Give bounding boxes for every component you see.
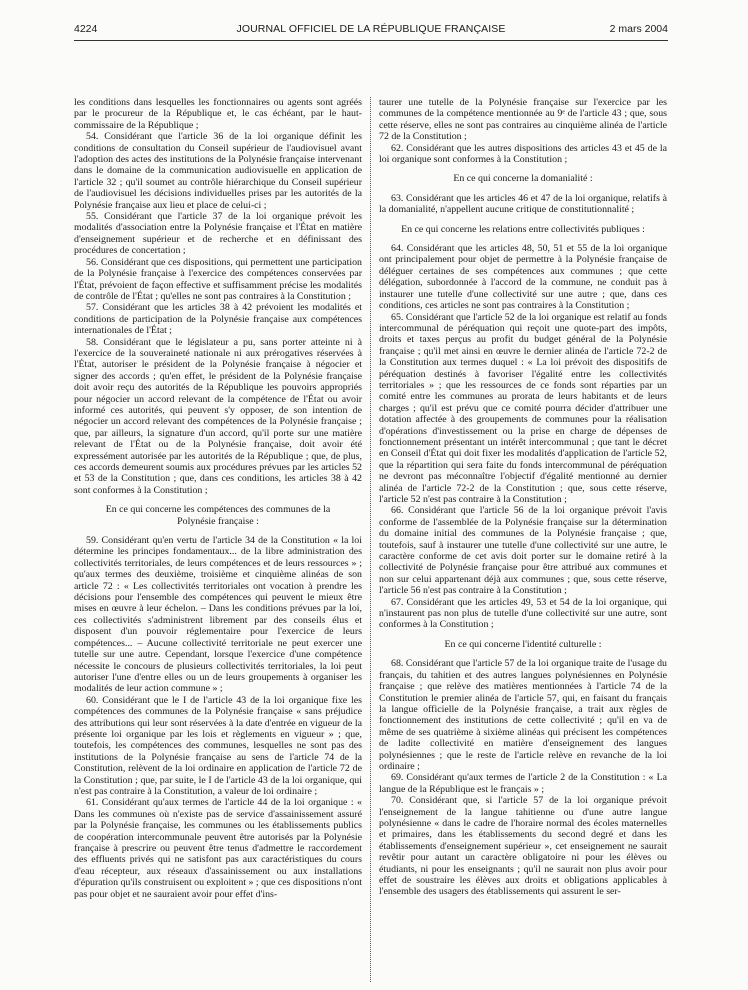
paragraph-continuation: les conditions dans lesquelles les fonctionnaires ou agents sont agréés par le procureur de la République et, le cas échéant, par le haut-commissaire de la République ; xyxy=(74,97,362,131)
section-heading: En ce qui concerne l'identité culturelle : xyxy=(444,638,602,650)
paragraph: 59. Considérant qu'en vertu de l'article 34 de la Constitution « la loi détermine les principes fondamentaux... de la libre administration des collectivités territoriales, de leurs compétences et de leurs ressources » ; qu'aux termes des deuxième, troisième et cinquième alinéas de son article 72 : « Les collectivités territoriales ont vocation à prendre les décisions pour l'ensemble des compétences qui peuvent le mieux être mises en œuvre à leur échelon. – Dans les conditions prévues par la loi, ces collectivités s'administrent librement par des conseils élus et disposent d'un pouvoir réglementaire pour l'exercice de leurs compétences... – Aucune collectivité territoriale ne peut exercer une tutelle sur une autre. Cependant, lorsque l'exercice d'une compétence nécessite le concours de plusieurs collectivités territoriales, la loi peut autoriser l'une d'entre elles ou un de leurs groupements à organiser les modalités de leur action commune » ; xyxy=(74,535,362,695)
paragraph: 64. Considérant que les articles 48, 50, 51 et 55 de la loi organique ont principalement pour objet de permettre à la Polynésie française de déléguer certaines de ses compétences aux communes ; que cette délégation, subordonnée à l'accord de la commune, ne conduit pas à instaurer une tutelle d'une collectivité sur une autre ; que, dans ces conditions, ces articles ne sont pas contraires à la Constitution ; xyxy=(379,243,667,312)
paragraph: 62. Considérant que les autres dispositions des articles 43 et 45 de la loi organique sont conformes à la Constitution ; xyxy=(379,142,667,166)
section-heading: En ce qui concerne les compétences des communes de la Polynésie française : xyxy=(105,504,331,527)
page-number: 4224 xyxy=(74,23,98,35)
paragraph: 54. Considérant que l'article 36 de la loi organique définit les conditions de consultation du Conseil supérieur de l'audiovisuel avant l'adoption des actes des institutions de la Polynésie française intervenant dans le domaine de la communication audiovisuelle en application de l'article 32 ; qu'il soumet au contrôle hiérarchique du Conseil supérieur de l'audiovisuel les décisions individuelles prises par les autorités de la Polynésie française aux lieu et place de celui-ci ; xyxy=(74,131,362,211)
paragraph: 61. Considérant qu'aux termes de l'article 44 de la loi organique : « Dans les communes où n'existe pas de service d'assainissement assuré par la Polynésie française, les communes ou les établissements publics de coopération intercommunale peuvent être autorisés par la Polynésie française à prescrire ou peuvent être tenus d'admettre le raccordement des effluents privés qui ne satisfont pas aux caractéristiques du cours d'eau récepteur, aux réseaux d'assainissement ou aux installations d'épuration qu'ils construisent ou exploitent » ; que ces dispositions n'ont pas pour objet et ne sauraient avoir pour effet d'ins- xyxy=(74,797,362,900)
journal-title: JOURNAL OFFICIEL DE LA RÉPUBLIQUE FRANÇAISE xyxy=(236,23,506,35)
paragraph: 65. Considérant que l'article 52 de la loi organique est relatif au fonds intercommunal de péréquation qui reçoit une quote-part des impôts, droits et taxes perçus au profit du budget général de la Polynésie française ; qu'il met ainsi en œuvre le dernier alinéa de l'article 72-2 de la Constitution aux termes duquel : « La loi prévoit des dispositifs de péréquation destinés à favoriser l'égalité entre les collectivités territoriales » ; que les ressources de ce fonds sont réparties par un comité entre les communes au prorata de leurs habitants et de leurs charges ; qu'il est prévu que ce comité pourra décider d'attribuer une dotation affectée à des groupements de communes pour la réalisation d'opérations d'investissement ou la prise en charge de dépenses de fonctionnement présentant un intérêt intercommunal ; que tant le décret en Conseil d'État qui doit fixer les modalités d'application de l'article 52, que la répartition qui sera faite du fonds intercommunal de péréquation ne devront pas méconnaître l'objectif d'égalité mentionné au dernier alinéa de l'article 72-2 de la Constitution ; que, sous cette réserve, l'article 52 n'est pas contraire à la Constitution ; xyxy=(379,311,667,505)
paragraph: 66. Considérant que l'article 56 de la loi organique prévoit l'avis conforme de l'assemblée de la Polynésie française sur la détermination du domaine initial des communes de la Polynésie française ; que, toutefois, sauf à instaurer une tutelle d'une collectivité sur une autre, le caractère conforme de cet avis doit porter sur le domaine retiré à la collectivité de Polynésie française pour être attribué aux communes et non sur celui appartenant déjà aux communes ; que, sous cette réserve, l'article 56 n'est pas contraire à la Constitution ; xyxy=(379,505,667,597)
paragraph: 70. Considérant que, si l'article 57 de la loi organique prévoit l'enseignement de la langue tahitienne ou d'une autre langue polynésienne « dans le cadre de l'horaire normal des écoles maternelles et primaires, dans les établissements du second degré et dans les établissements d'enseignement supérieur », cet enseignement ne saurait revêtir pour autant un caractère obligatoire ni pour les élèves ou étudiants, ni pour les enseignants ; qu'il ne saurait non plus avoir pour effet de soustraire les élèves aux droits et obligations applicables à l'ensemble des usagers des établissements qui assurent le ser- xyxy=(379,795,667,898)
paragraph-continuation: taurer une tutelle de la Polynésie française sur l'exercice par les communes de la compétence mentionnée au 9ᵉ de l'article 43 ; que, sous cette réserve, elles ne sont pas contraires au cinquième alinéa de l'article 72 de la Constitution ; xyxy=(379,97,667,143)
column-separator xyxy=(370,97,371,982)
page-header xyxy=(74,20,668,38)
paragraph: 56. Considérant que ces dispositions, qui permettent une participation de la Polynésie française à l'exercice des compétences conservées par l'État, prévoient de façon effective et suffisamment précise les modalités de contrôle de l'État ; qu'elles ne sont pas contraires à la Constitution ; xyxy=(74,256,362,302)
header-rule xyxy=(74,40,668,41)
paragraph: 69. Considérant qu'aux termes de l'article 2 de la Constitution : « La langue de la République est le français » ; xyxy=(379,772,667,795)
left-column xyxy=(74,97,362,982)
paragraph: 60. Considérant que le I de l'article 43 de la loi organique fixe les compétences des communes de la Polynésie française « sans préjudice des attributions qui leur sont réservées à la date d'entrée en vigueur de la présente loi organique par les lois et règlements en vigueur » ; que, toutefois, les compétences des communes, lesquelles ne sont pas des institutions de la Polynésie française au sens de l'article 74 de la Constitution, relèvent de la loi ordinaire en application de l'article 72 de la Constitution ; que, par suite, le I de l'article 43 de la loi organique, qui n'est pas contraire à la Constitution, a valeur de loi ordinaire ; xyxy=(74,694,362,797)
paragraph: 57. Considérant que les articles 38 à 42 prévoient les modalités et conditions de participation de la Polynésie française aux compétences internationales de l'État ; xyxy=(74,302,362,337)
paragraph: 68. Considérant que l'article 57 de la loi organique traite de l'usage du français, du tahitien et des autres langues polynésiennes en Polynésie française ; que relève des matières mentionnées à l'article 74 de la Constitution le premier alinéa de l'article 57, qui, en faisant du français la langue officielle de la Polynésie française, a trait aux règles de fonctionnement des institutions de cette collectivité ; qu'il en va de même de ses quatrième à sixième alinéas qui précisent les compétences de ladite collectivité en matière d'enseignement des langues polynésiennes ; que le reste de l'article relève en revanche de la loi ordinaire ; xyxy=(379,658,667,772)
paragraph: 58. Considérant que le législateur a pu, sans porter atteinte ni à l'exercice de la souveraineté nationale ni aux prérogatives réservées à l'État, autoriser le président de la Polynésie française à négocier et signer des accords ; qu'en effet, le président de la Polynésie française doit avoir reçu des autorités de la République les pouvoirs appropriés pour négocier un accord relevant de la compétence de l'État ou avoir informé ces autorités, qui peuvent s'y opposer, de son intention de négocier un accord relevant des compétences de la Polynésie française ; que, par ailleurs, la signature d'un accord, qu'il porte sur une matière relevant de l'État ou de la Polynésie française, doit avoir été expressément autorisée par les autorités de la République ; que, de plus, ces accords demeurent soumis aux procédures prévues par les articles 52 et 53 de la Constitution ; que, dans ces conditions, les articles 38 à 42 sont conformes à la Constitution ; xyxy=(74,336,362,496)
paragraph: 63. Considérant que les articles 46 et 47 de la loi organique, relatifs à la domanialité, n'appellent aucune critique de constitutionnalité ; xyxy=(379,192,667,216)
paragraph: 67. Considérant que les articles 49, 53 et 54 de la loi organique, qui n'instaurent pas non plus de tutelle d'une collectivité sur une autre, sont conformes à la Constitution ; xyxy=(379,596,667,631)
paragraph: 55. Considérant que l'article 37 de la loi organique prévoit les modalités d'association entre la Polynésie française et l'État en matière d'enseignement supérieur et de recherche et en définissant des procédures de concertation ; xyxy=(74,211,362,257)
publication-date: 2 mars 2004 xyxy=(609,23,668,35)
right-column xyxy=(379,97,667,982)
section-heading: En ce qui concerne la domanialité : xyxy=(453,173,593,185)
section-heading: En ce qui concerne les relations entre collectivités publiques : xyxy=(401,223,645,235)
